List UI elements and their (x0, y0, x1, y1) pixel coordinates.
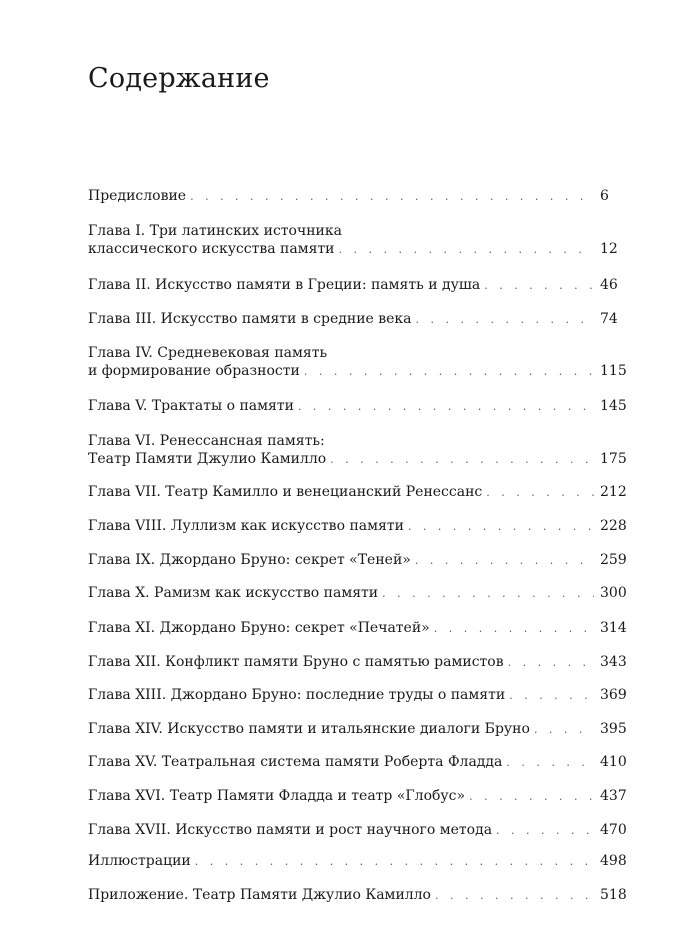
dot-leader (330, 451, 594, 469)
toc-entry-page-number: 145 (600, 398, 627, 414)
toc-entry-title: Глава IX. Джордано Бруно: секрет «Теней» (88, 552, 411, 568)
toc-entry-page-number: 6 (600, 188, 609, 204)
toc-entry[interactable] (88, 187, 636, 206)
toc-entry[interactable] (88, 686, 636, 705)
toc-entry[interactable] (88, 517, 636, 536)
toc-entry-page-number: 369 (600, 687, 627, 703)
toc-entry-title: Глава XVII. Искусство памяти и рост научного метода (88, 822, 493, 838)
toc-entry[interactable] (88, 720, 636, 739)
toc-entry-title: Глава XV. Театральная система памяти Роберта Фладда (88, 754, 503, 770)
toc-entry-page-number: 74 (600, 311, 618, 327)
dot-leader (195, 853, 594, 871)
toc-entry-row (88, 821, 636, 840)
toc-entry[interactable] (88, 276, 636, 295)
page-title: Содержание (88, 63, 270, 94)
dot-leader (509, 687, 594, 705)
dot-leader (298, 398, 594, 416)
dot-leader (190, 188, 594, 206)
toc-entry[interactable] (88, 483, 636, 502)
toc-entry-row (88, 584, 636, 603)
toc-entry[interactable] (88, 821, 636, 840)
toc-entry-row (88, 397, 636, 416)
dot-leader (434, 620, 594, 638)
dot-leader (435, 887, 594, 905)
toc-entry[interactable] (88, 222, 636, 259)
toc-entry-row (88, 720, 636, 739)
toc-entry-row (88, 852, 636, 871)
toc-entry-row (88, 886, 636, 905)
toc-entry[interactable] (88, 397, 636, 416)
toc-entry[interactable] (88, 852, 636, 871)
toc-entry-row (88, 240, 636, 259)
toc-entry-row (88, 276, 636, 295)
toc-entry-title: Глава XIV. Искусство памяти и итальянские диалоги Бруно (88, 721, 530, 737)
toc-entry-title: Глава XIII. Джордано Бруно: последние труды о памяти (88, 687, 506, 703)
toc-entry-row (88, 551, 636, 570)
toc-entry[interactable] (88, 886, 636, 905)
toc-entry-page-number: 343 (600, 654, 627, 670)
toc-entry-page-number: 437 (600, 788, 627, 804)
toc-entry-row (88, 187, 636, 206)
dot-leader (496, 822, 594, 840)
toc-entry-row (88, 619, 636, 638)
toc-entry[interactable] (88, 432, 636, 469)
toc-entry-page-number: 175 (600, 451, 627, 467)
toc-entry-title: Приложение. Театр Памяти Джулио Камилло (88, 887, 431, 903)
toc-entry-page-number: 498 (600, 853, 627, 869)
toc-entry[interactable] (88, 344, 636, 381)
toc-entry-title: Глава X. Рамизм как искусство памяти (88, 585, 379, 601)
toc-entry-row (88, 686, 636, 705)
toc-entry-title: Иллюстрации (88, 853, 191, 869)
toc-entry-page-number: 410 (600, 754, 627, 770)
dot-leader (339, 241, 594, 259)
toc-entry[interactable] (88, 753, 636, 772)
dot-leader (486, 484, 594, 502)
toc-entry-page-number: 46 (600, 277, 618, 293)
toc-entry[interactable] (88, 310, 636, 329)
toc-entry-title-line1: Глава VI. Ренессансная память: (88, 433, 325, 449)
toc-entry-page-number: 470 (600, 822, 627, 838)
toc-entry[interactable] (88, 551, 636, 570)
toc-entry-row (88, 483, 636, 502)
toc-entry-page-number: 314 (600, 620, 627, 636)
toc-entry-title: Глава III. Искусство памяти в средние века (88, 311, 412, 327)
toc-entry[interactable] (88, 787, 636, 806)
dot-leader (469, 788, 594, 806)
toc-entry-page-number: 518 (600, 887, 627, 903)
toc-entry[interactable] (88, 653, 636, 672)
dot-leader (506, 754, 594, 772)
toc-entry-row (88, 517, 636, 536)
toc-entry-row (88, 753, 636, 772)
toc-entry-page-number: 12 (600, 241, 618, 257)
toc-entry-page-number: 228 (600, 518, 627, 534)
toc-entry-page-number: 259 (600, 552, 627, 568)
dot-leader (304, 363, 594, 381)
toc-entry-title-line1: Глава IV. Средневековая память (88, 345, 328, 361)
toc-entry-title: Глава XVI. Театр Памяти Фладда и театр «Глобус» (88, 788, 466, 804)
dot-leader (408, 518, 594, 536)
toc-entry[interactable] (88, 584, 636, 603)
dot-leader (484, 277, 594, 295)
dot-leader (508, 654, 594, 672)
toc-entry-page-number: 300 (600, 585, 627, 601)
toc-entry-title: и формирование образности (88, 363, 300, 379)
toc-entry[interactable] (88, 619, 636, 638)
dot-leader (534, 721, 594, 739)
toc-entry-title: Глава II. Искусство памяти в Греции: память и душа (88, 277, 481, 293)
toc-entry-row (88, 787, 636, 806)
toc-entry-title: Предисловие (88, 188, 187, 204)
toc-entry-title: Глава XI. Джордано Бруно: секрет «Печатей» (88, 620, 430, 636)
toc-entry-title: Глава V. Трактаты о памяти (88, 398, 294, 414)
toc-entry-title-line1: Глава I. Три латинских источника (88, 223, 342, 239)
toc-entry-row (88, 653, 636, 672)
toc-entry-row (88, 362, 636, 381)
toc-entry-title: классического искусства памяти (88, 241, 335, 257)
toc-entry-page-number: 212 (600, 484, 627, 500)
toc-entry-title: Глава XII. Конфликт памяти Бруно с памятью рамистов (88, 654, 504, 670)
toc-entry-row (88, 450, 636, 469)
toc-entry-page-number: 115 (600, 363, 627, 379)
dot-leader (415, 552, 594, 570)
toc-entry-title: Глава VIII. Луллизм как искусство памяти (88, 518, 404, 534)
dot-leader (416, 311, 594, 329)
toc-entry-title: Театр Памяти Джулио Камилло (88, 451, 327, 467)
toc-entry-title: Глава VII. Театр Камилло и венецианский Ренессанс (88, 484, 483, 500)
dot-leader (382, 585, 594, 603)
toc-entry-page-number: 395 (600, 721, 627, 737)
toc-entry-row (88, 310, 636, 329)
